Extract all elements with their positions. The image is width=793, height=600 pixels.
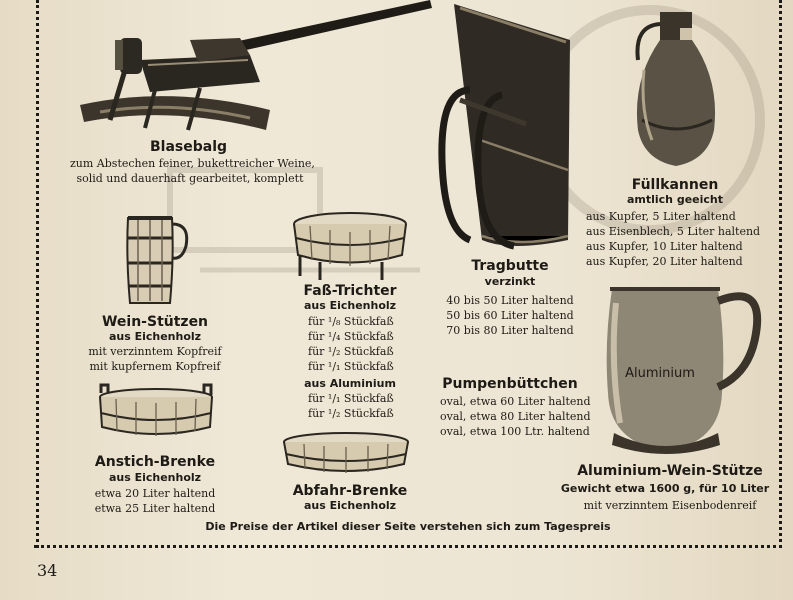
anstich-brenke-line-1: etwa 20 Liter haltend [94,487,216,500]
fuellkannen-line-2: aus Eisenblech, 5 Liter haltend [586,225,761,238]
fuellkannen-sizes [586,209,762,269]
fass-trichter-wood-sizes [300,314,408,374]
pumpenbuettchen-line-1: oval, etwa 60 Liter haltend [440,395,591,408]
fuellkanne-illustration [630,10,720,170]
wein-stuetzen-options [80,344,230,374]
wein-stuetzen-subtitle: aus Eichenholz [108,330,202,343]
fuellkannen-line-1: aus Kupfer, 5 Liter haltend [586,210,736,223]
page-number: 34 [37,561,58,580]
abfahr-brenke-title: Abfahr-Brenke [292,483,408,499]
blasebalg-line-1: zum Abstechen feiner, bukettreicher Weine, [70,157,315,170]
fass-trichter-title: Faß-Trichter [303,283,397,299]
aluminium-stuetze-illustration [600,283,770,458]
fass-trichter-line-3: für ¹/₂ Stückfaß [308,345,394,358]
fass-trichter-illustration [290,210,420,280]
anstich-brenke-illustration [96,383,226,443]
anstich-brenke-line-2: etwa 25 Liter haltend [94,502,216,515]
fass-trichter-alu-line-2: für ¹/₂ Stückfaß [308,407,394,420]
tragbutte-illustration [440,0,575,260]
wein-stuetze-illustration [118,208,188,308]
pumpenbuettchen-line-3: oval, etwa 100 Ltr. haltend [440,425,590,438]
fass-trichter-subtitle: aus Eichenholz [303,299,397,312]
anstich-brenke-subtitle: aus Eichenholz [108,471,202,484]
abfahr-brenke-subtitle: aus Eichenholz [303,499,397,512]
aluminium-stuetze-title: Aluminium-Wein-Stütze [577,463,763,479]
pumpenbuettchen-title: Pumpenbüttchen [442,376,578,392]
price-footnote: Die Preise der Artikel dieser Seite verstehen sich zum Tagespreis [205,520,611,533]
wein-stuetzen-line-1: mit verzinntem Kopfreif [88,345,222,358]
fass-trichter-line-2: für ¹/₄ Stückfaß [308,330,394,343]
fuellkannen-title: Füllkannen [631,177,719,193]
blasebalg-description [70,156,315,186]
fuellkannen-line-4: aus Kupfer, 20 Liter haltend [586,255,743,268]
anstich-brenke-title: Anstich-Brenke [94,454,216,470]
fass-trichter-line-4: für ¹/₁ Stückfaß [308,360,394,373]
abfahr-brenke-illustration [280,432,420,482]
tragbutte-line-2: 50 bis 60 Liter haltend [446,309,574,322]
blasebalg-illustration [70,0,440,140]
aluminium-engraving: Aluminium [625,366,695,381]
wein-stuetzen-line-2: mit kupfernem Kopfreif [89,360,221,373]
tragbutte-sizes [445,293,575,338]
blasebalg-title: Blasebalg [150,139,228,155]
anstich-brenke-options [90,486,220,516]
fuellkannen-subtitle: amtlich geeicht [626,193,724,206]
tragbutte-line-3: 70 bis 80 Liter haltend [446,324,574,337]
tragbutte-title: Tragbutte [471,258,549,274]
fuellkannen-line-3: aus Kupfer, 10 Liter haltend [586,240,743,253]
fass-trichter-alu-line-1: für ¹/₁ Stückfaß [308,392,394,405]
pumpenbuettchen-line-2: oval, etwa 80 Liter haltend [440,410,591,423]
aluminium-stuetze-subtitle: Gewicht etwa 1600 g, für 10 Liter [560,482,770,495]
tragbutte-line-1: 40 bis 50 Liter haltend [446,294,574,307]
fass-trichter-line-1: für ¹/₈ Stückfaß [308,315,394,328]
pumpenbuettchen-sizes [440,394,591,439]
wein-stuetzen-title: Wein-Stützen [101,314,209,330]
aluminium-stuetze-options [570,498,770,513]
blasebalg-line-2: solid und dauerhaft gearbeitet, komplett [76,172,304,185]
aluminium-stuetze-line-1: mit verzinntem Eisenbodenreif [583,499,757,512]
tragbutte-subtitle: verzinkt [484,275,536,288]
fass-trichter-aluminium-sizes [300,391,408,421]
fass-trichter-subtitle-aluminium: aus Aluminium [304,377,396,390]
